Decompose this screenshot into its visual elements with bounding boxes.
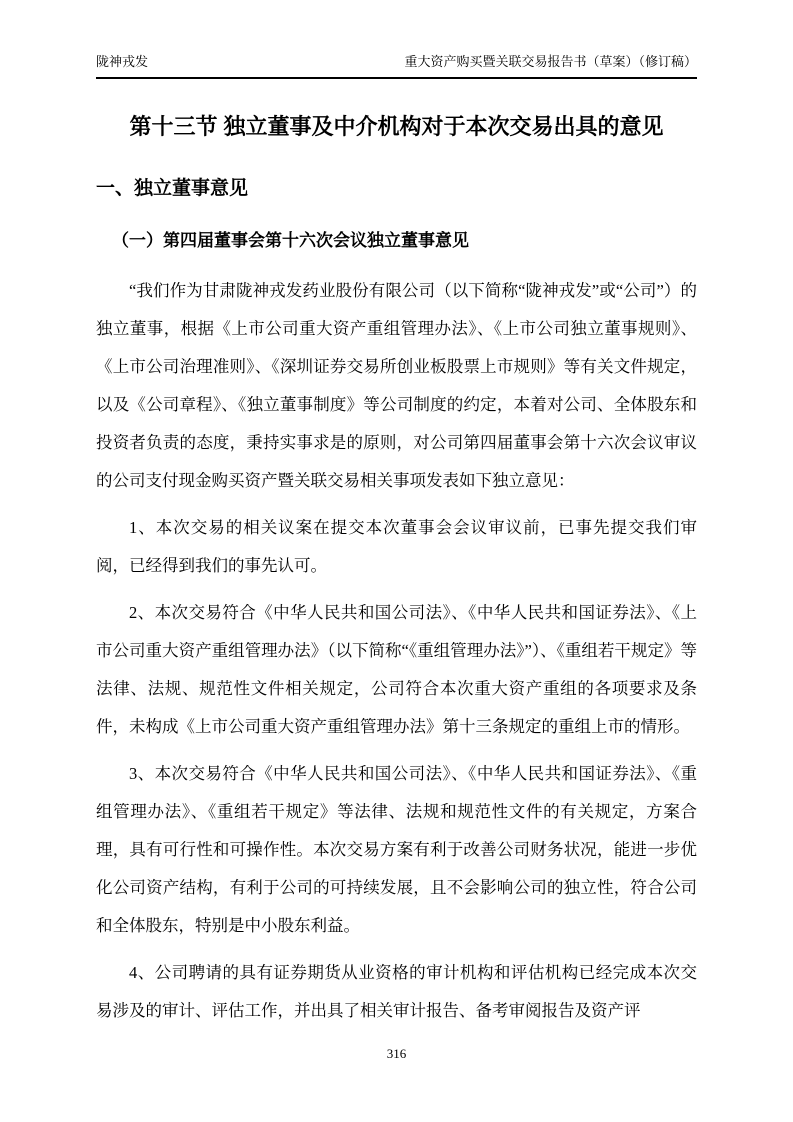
header-company-name: 陇神戎发 [96,54,149,69]
document-body [96,272,697,1030]
section-heading: 一、独立董事意见 [96,178,249,199]
page-number: 316 [386,1046,407,1061]
body-paragraph: 1、本次交易的相关议案在提交本次董事会会议审议前，已事先提交我们审阅，已经得到我们的事先认可。 [96,518,697,575]
body-paragraph: 2、本次交易符合《中华人民共和国公司法》、《中华人民共和国证券法》、《上市公司重大资产重组管理办法》（以下简称“《重组管理办法》”）、《重组若干规定》等法律、法规、规范性文件相关规定，公司符合本次重大资产重组的各项要求及条件，未构成《上市公司重大资产重组管理办法》第十三条规定的重组上市的情形。 [96,603,697,736]
page-header [96,0,697,79]
body-paragraph: 3、本次交易符合《中华人民共和国公司法》、《中华人民共和国证券法》、《重组管理办法》、《重组若干规定》等法律、法规和规范性文件的有关规定，方案合理，具有可行性和可操作性。本次交易方案有利于改善公司财务状况，能进一步优化公司资产结构，有利于公司的可持续发展，且不会影响公司的独立性，符合公司和全体股东，特别是中小股东利益。 [96,764,697,935]
body-paragraph: 4、公司聘请的具有证券期货从业资格的审计机构和评估机构已经完成本次交易涉及的审计、评估工作，并出具了相关审计报告、备考审阅报告及资产评 [96,963,697,1020]
chapter-title: 第十三节 独立董事及中介机构对于本次交易出具的意见 [129,114,664,139]
subsection-heading: （一）第四届董事会第十六次会议独立董事意见 [112,231,469,250]
body-paragraph: “我们作为甘肃陇神戎发药业股份有限公司（以下简称“陇神戎发”或“公司”）的独立董事，根据《上市公司重大资产重组管理办法》、《上市公司独立董事规则》、《上市公司治理准则》、《深圳证券交易所创业板股票上市规则》等有关文件规定，以及《公司章程》、《独立董事制度》等公司制度的约定，本着对公司、全体股东和投资者负责的态度，秉持实事求是的原则，对公司第四届董事会第十六次会议审议的公司支付现金购买资产暨关联交易相关事项发表如下独立意见： [96,281,697,490]
header-report-title: 重大资产购买暨关联交易报告书（草案）（修订稿） [404,54,697,69]
